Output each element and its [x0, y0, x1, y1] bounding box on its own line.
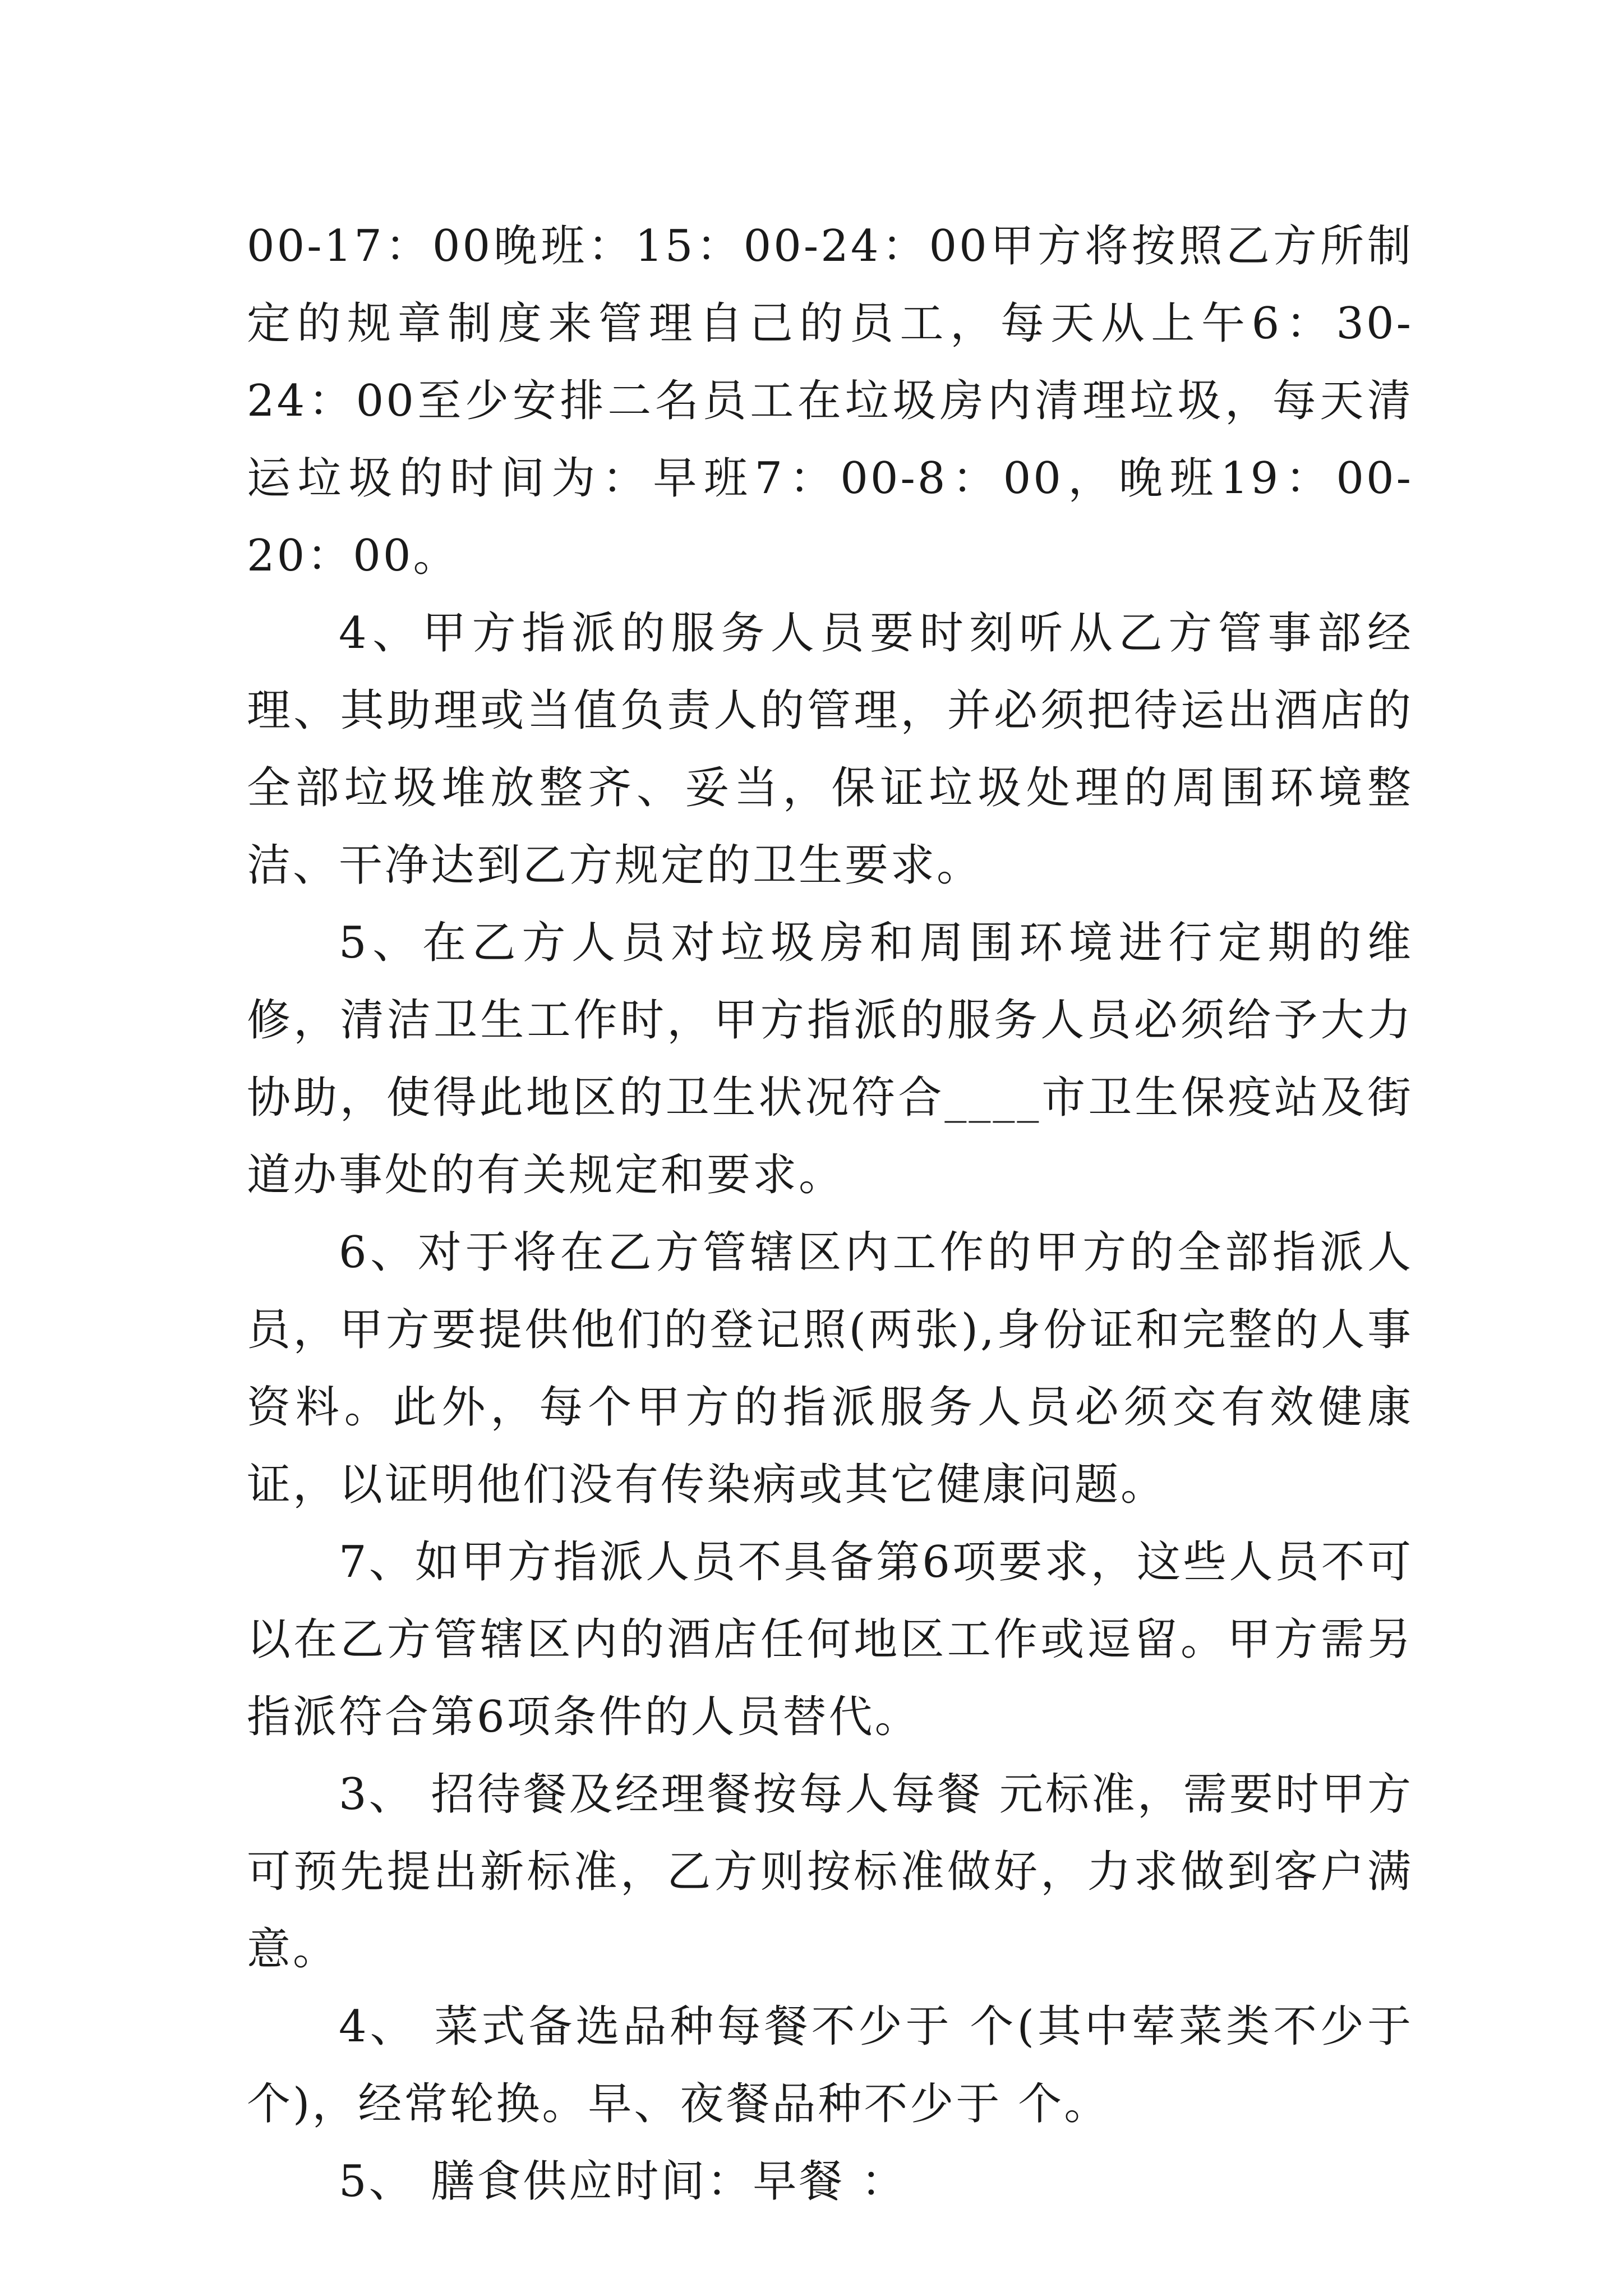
paragraph-item-6-personnel-documents: 6、对于将在乙方管辖区内工作的甲方的全部指派人员，甲方要提供他们的登记照(两张),身份证和完整的人事资料。此外，每个甲方的指派服务人员必须交有效健康证，以证明他们没有传染病或其它健康问题。 — [247, 1227, 1413, 1510]
paragraph-item-3-meal-standard: 3、 招待餐及经理餐按每人每餐 元标准，需要时甲方可预先提出新标准，乙方则按标准做好，力求做到客户满意。 — [247, 1769, 1413, 1975]
paragraph-item-5-maintenance-cooperation: 5、在乙方人员对垃圾房和周围环境进行定期的维修，清洁卫生工作时，甲方指派的服务人员必须给予大力协助，使得此地区的卫生状况符合____市卫生保疫站及街道办事处的有关规定和要求。 — [247, 918, 1413, 1200]
document-body — [247, 208, 1413, 2220]
paragraph-item-4-staff-management: 4、甲方指派的服务人员要时刻听从乙方管事部经理、其助理或当值负责人的管理，并必须把待运出酒店的全部垃圾堆放整齐、妥当，保证垃圾处理的周围环境整洁、干净达到乙方规定的卫生要求。 — [247, 608, 1413, 891]
paragraph-continuation: 00-17：00晚班：15：00-24：00甲方将按照乙方所制定的规章制度来管理自己的员工，每天从上午6：30-24：00至少安排二名员工在垃圾房内清理垃圾，每天清运垃圾的时间为：早班7：00-8：00，晚班19：00-20：00。 — [247, 221, 1413, 581]
paragraph-item-7-replacement: 7、如甲方指派人员不具备第6项要求，这些人员不可以在乙方管辖区内的酒店任何地区工作或逗留。甲方需另指派符合第6项条件的人员替代。 — [247, 1537, 1413, 1742]
paragraph-item-4-menu-variety: 4、 菜式备选品种每餐不少于 个(其中荤菜类不少于 个)，经常轮换。早、夜餐品种不少于 个。 — [247, 2001, 1413, 2129]
paragraph-item-5-meal-times: 5、 膳食供应时间：早餐 ： — [339, 2156, 907, 2207]
